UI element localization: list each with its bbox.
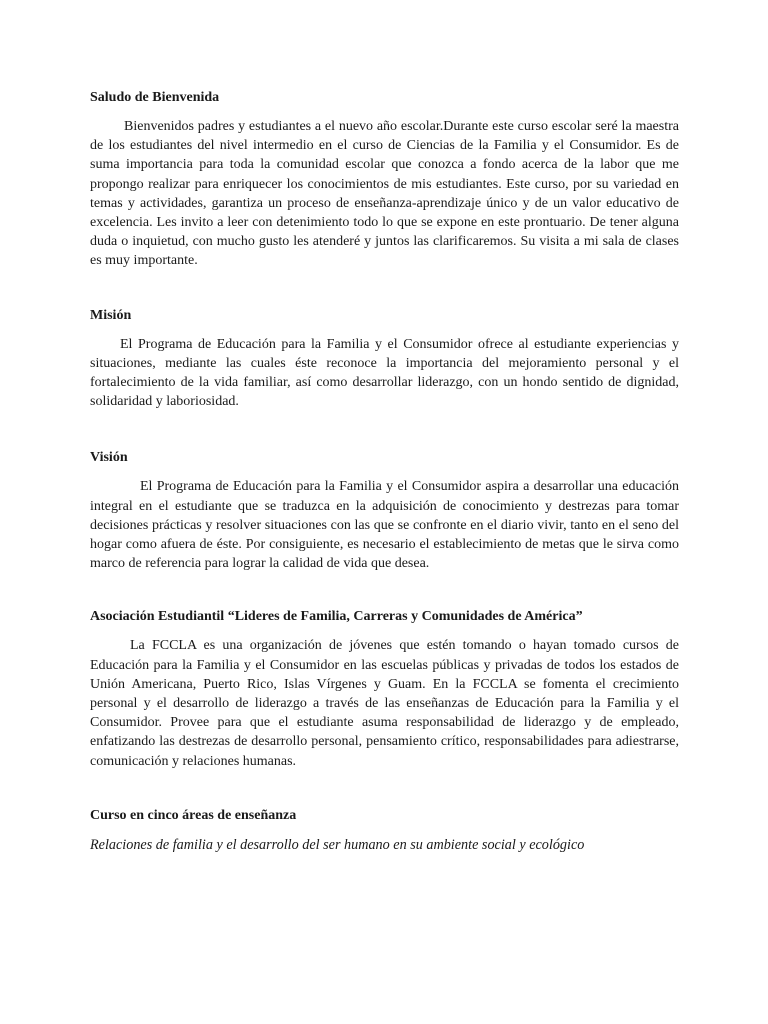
vision-heading: Visión [90,450,128,466]
curso-subtitle: Relaciones de familia y el desarrollo del ser humano en su ambiente social y ecológico [90,836,585,853]
asociacion-heading: Asociación Estudiantil “Lideres de Familia, Carreras y Comunidades de América” [90,609,583,625]
saludo-heading: Saludo de Bienvenida [90,90,220,105]
saludo-paragraph: Bienvenidos padres y estudiantes a el nuevo año escolar.Durante este curso escolar seré la maestra de los estudiantes del nivel intermedio en el curso de Ciencias de la Familia y el Consumidor. Es de suma importancia para toda la comunidad escolar que conozca a fondo acerca de la labor que me propongo realizar para enriquecer los conocimientos de mis estudiantes. Este curso, por su variedad en temas y actividades, garantiza un proceso de enseñanza-aprendizaje único y de un valor educativo de excelencia. Les invito a leer con detenimiento todo lo que se expone en este prontuario. De tener alguna duda o inquietud, con mucho gusto les atenderé y juntos las clarificaremos. Su visita a mi sala de clases es muy importante. [90,119,679,269]
section-asociacion [90,607,679,770]
section-mision [90,306,679,412]
document-page [90,88,679,855]
section-curso [90,806,679,855]
mision-paragraph: El Programa de Educación para la Familia y el Consumidor ofrece al estudiante experiencias y situaciones, mediante las cuales éste reconoce la importancia del mejoramiento personal y el fortalecimiento de la vida familiar, así como desarrollar liderazgo, con un hondo sentido de dignidad, solidaridad y laboriosidad. [90,336,679,410]
section-saludo [90,88,679,271]
vision-paragraph: El Programa de Educación para la Familia y el Consumidor aspira a desarrollar una educación integral en el estudiante que se traduzca en la adquisición de conocimiento y destrezas para tomar decisiones prácticas y resolver situaciones con las que se confronte en el diario vivir, tanto en el seno del hogar como afuera de éste. Por consiguiente, es necesario el establecimiento de metas que le sirva como marco de referencia para lograr la calidad de vida que desea. [90,479,679,572]
asociacion-paragraph: La FCCLA es una organización de jóvenes que estén tomando o hayan tomado cursos de Educación para la Familia y el Consumidor en las escuelas públicas y privadas de todos los estados de Unión Americana, Puerto Rico, Islas Vírgenes y Guam. En la FCCLA se fomenta el crecimiento personal y el desarrollo de liderazgo a través de las enseñanzas de Educación para la Familia y el Consumidor. Provee para que el estudiante asuma responsabilidad de liderazgo y de empleado, enfatizando las destrezas de desarrollo personal, pensamiento crítico, responsabilidades para adiestrarse, comunicación y relaciones humanas. [90,638,679,769]
section-vision [90,448,679,573]
curso-heading: Curso en cinco áreas de enseñanza [90,807,297,823]
mision-heading: Misión [90,307,132,323]
